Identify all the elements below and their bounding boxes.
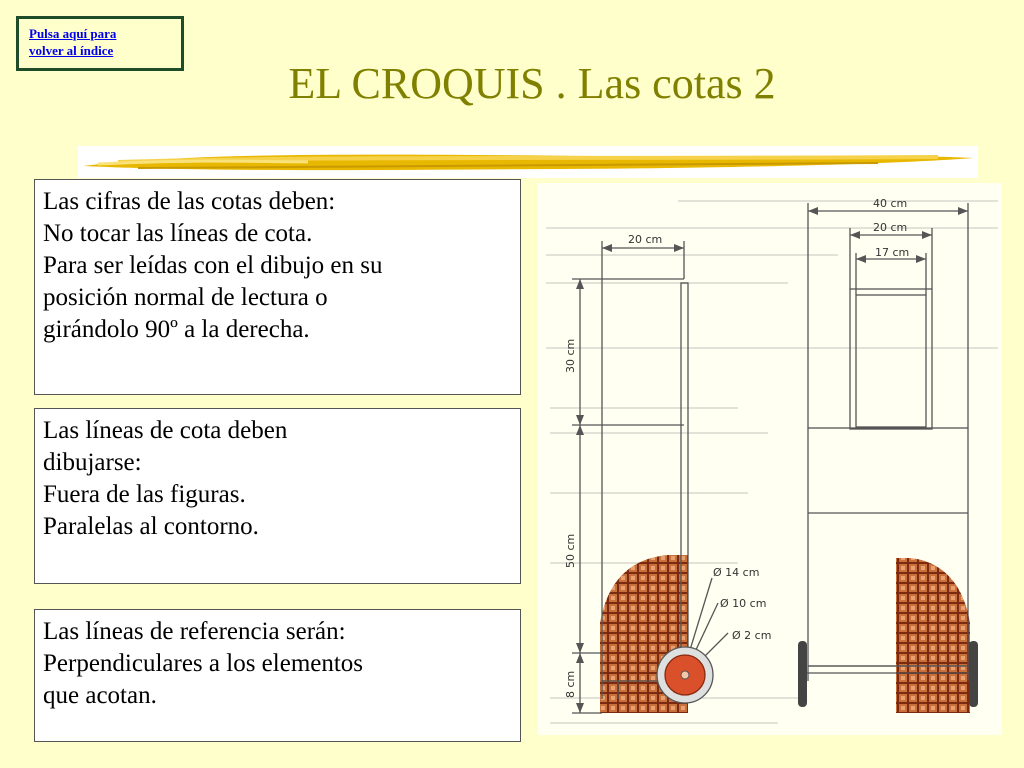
back-link-line-2: volver al índice	[29, 43, 114, 58]
text-line: posición normal de lectura o	[43, 284, 328, 311]
text-box-lineas-referencia	[34, 609, 521, 742]
text-line: Las líneas de cota deben	[43, 417, 288, 444]
text-line: girándolo 90º a la derecha.	[43, 316, 310, 343]
dim-label-diam-10cm: Ø 10 cm	[720, 597, 767, 610]
dim-label-17cm: 17 cm	[875, 246, 910, 259]
text-line: Perpendiculares a los elementos	[43, 650, 364, 677]
slide-title: EL CROQUIS . Las cotas 2	[288, 59, 776, 108]
dim-label-20cm-side: 20 cm	[628, 233, 663, 246]
text-box-cifras	[34, 179, 521, 395]
text-line: No tocar las líneas de cota.	[43, 220, 313, 247]
dim-label-20cm-front: 20 cm	[873, 221, 908, 234]
back-link-line-1: Pulsa aquí para	[29, 26, 117, 41]
shopping-cart-dimension-drawing	[538, 183, 1002, 735]
dim-label-diam-2cm: Ø 2 cm	[732, 629, 772, 642]
brush-stroke-divider	[78, 142, 978, 182]
text-line: Paralelas al contorno.	[43, 513, 259, 540]
text-line: dibujarse:	[43, 449, 142, 476]
dim-label-8cm: 8 cm	[564, 670, 577, 698]
text-line: Las líneas de referencia serán:	[43, 618, 346, 645]
text-box-lineas-cota	[34, 408, 521, 584]
text-line: que acotan.	[43, 682, 157, 709]
dim-label-50cm: 50 cm	[564, 533, 577, 568]
back-to-index-link[interactable]	[29, 26, 116, 58]
dim-label-diam-14cm: Ø 14 cm	[713, 566, 760, 579]
text-line: Fuera de las figuras.	[43, 481, 246, 508]
dim-label-30cm: 30 cm	[564, 338, 577, 373]
text-line: Las cifras de las cotas deben:	[43, 188, 336, 215]
dim-label-40cm: 40 cm	[873, 197, 908, 210]
text-line: Para ser leídas con el dibujo en su	[43, 252, 383, 279]
